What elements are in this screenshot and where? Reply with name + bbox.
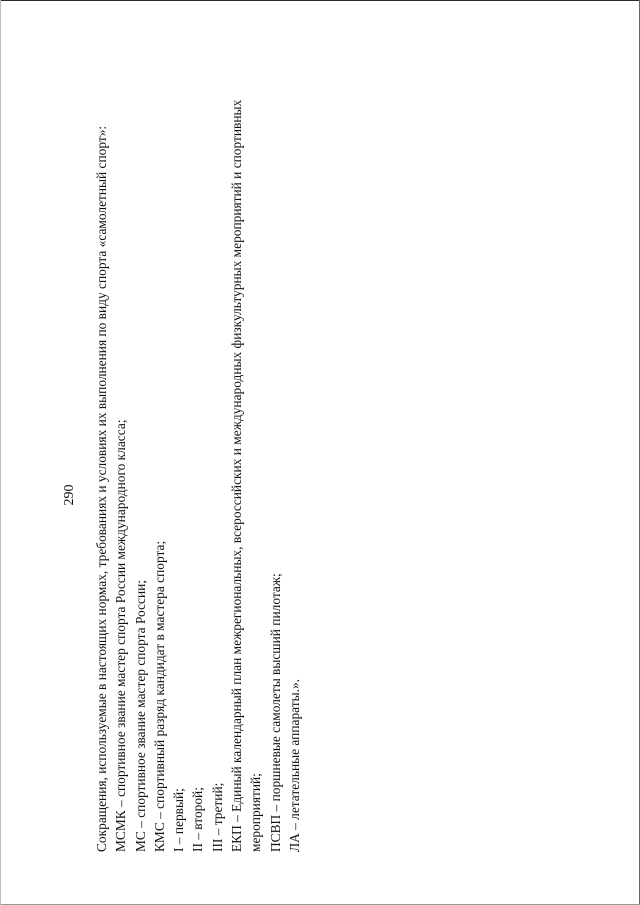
abbreviation-item: КМС – спортивный разряд кандидат в мастера спорта; — [151, 540, 167, 852]
abbreviations-text — [92, 82, 304, 852]
abbreviation-item: ПСВП – поршневые самолеты высший пилотаж; — [267, 573, 283, 852]
abbreviation-item: III – третий; — [209, 782, 225, 852]
abbreviation-item: II – второй; — [190, 787, 206, 852]
page-edge-left — [0, 0, 1, 905]
abbreviation-item: МС – спортивное звание мастер спорта России; — [132, 579, 148, 852]
page-number: 290 — [62, 484, 77, 506]
intro-paragraph: Сокращения, используемые в настоящих нормах, требованиях и условиях их выполнения по виду спорта «самолетный спорт»: — [94, 125, 109, 852]
abbreviation-item: МСМК – спортивное звание мастер спорта России международного класса; — [113, 419, 129, 852]
abbreviation-item: I – первый; — [171, 788, 187, 852]
abbreviation-item: ЛА – летательные аппараты.». — [286, 679, 302, 852]
page-edge-top — [0, 0, 640, 1]
abbreviation-item: ЕКП – Единый календарный план межрегиональных, всероссийских и международных физкультурных мероприятий и спортивных мероприятий; — [229, 99, 264, 852]
rotated-content — [62, 70, 322, 870]
